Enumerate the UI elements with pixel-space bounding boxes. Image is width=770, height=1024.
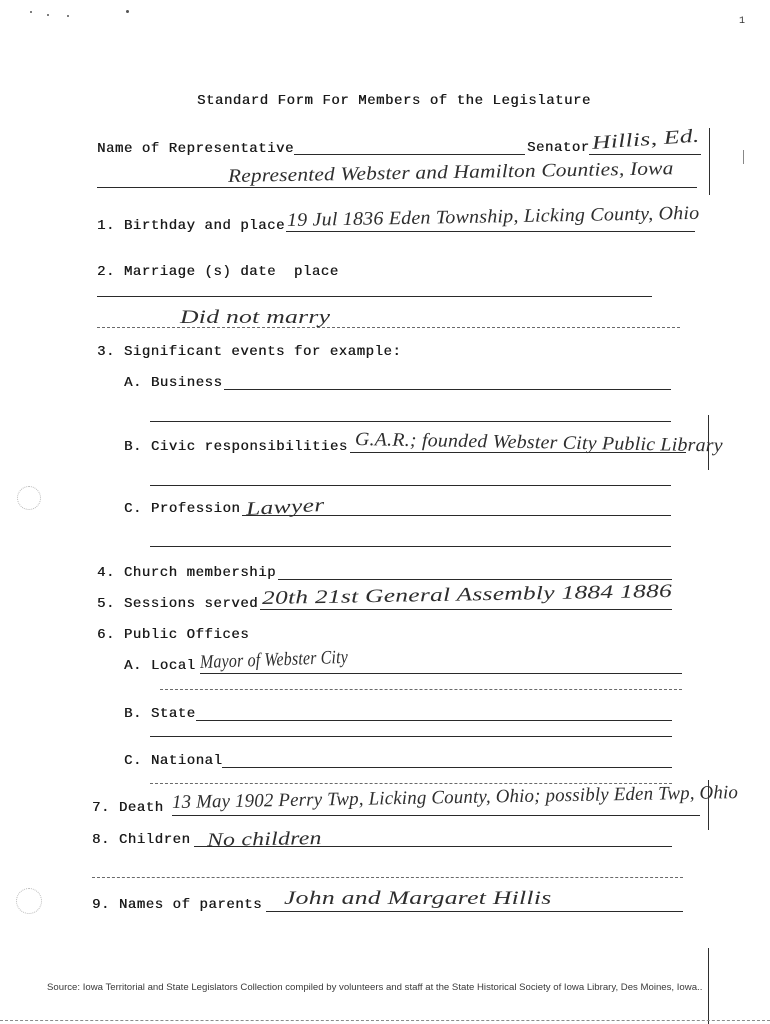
local-office-handwritten-box <box>200 645 349 676</box>
business-label: A. Business <box>124 375 223 391</box>
profession-handwritten-box <box>245 492 346 523</box>
district-handwritten: Represented Webster and Hamilton Counties, Iowa <box>227 158 674 187</box>
state-office-line-2 <box>150 736 672 737</box>
margin-mark <box>743 150 744 164</box>
children-label: 8. Children <box>92 832 191 848</box>
source-footer: Source: Iowa Territorial and State Legislators Collection compiled by volunteers and staff at the State Historical Society of Iowa Library, Des Moines, Iowa.. <box>47 982 703 993</box>
national-office-label: C. National <box>124 753 223 769</box>
state-office-label: B. State <box>124 706 196 722</box>
events-label: 3. Significant events for example: <box>97 344 402 360</box>
children-handwritten: No children <box>206 828 322 851</box>
parents-label: 9. Names of parents <box>92 897 263 913</box>
birthday-handwritten: 19 Jul 1836 Eden Township, Licking County, Ohio <box>286 202 700 231</box>
representative-line <box>294 154 525 155</box>
birthday-label: 1. Birthday and place <box>97 218 285 234</box>
profession-line-2 <box>150 546 671 547</box>
profession-label: C. Profession <box>124 501 241 517</box>
district-handwritten-box <box>228 156 673 190</box>
business-line-2 <box>150 421 671 422</box>
sessions-handwritten: 20th 21st General Assembly 1884 1886 <box>261 580 673 609</box>
profession-handwritten: Lawyer <box>245 494 325 520</box>
source-footer-box <box>47 977 735 991</box>
death-handwritten-box <box>172 780 738 816</box>
senator-name-handwritten-box <box>591 123 711 157</box>
form-title: Standard Form For Members of the Legislature <box>197 93 591 109</box>
death-line <box>172 815 700 816</box>
district-line <box>97 187 697 188</box>
offices-label: 6. Public Offices <box>97 627 250 643</box>
hole-punch-mark <box>17 486 41 510</box>
senator-label: Senator <box>527 140 590 156</box>
representative-label: Name of Representative <box>97 141 294 157</box>
civic-handwritten: G.A.R.; founded Webster City Public Library <box>354 429 723 457</box>
bottom-scan-edge <box>0 1020 770 1021</box>
marriage-handwritten: Did not marry <box>180 307 331 328</box>
children-line-2 <box>92 877 683 878</box>
state-office-line <box>196 720 672 721</box>
scan-speck <box>67 15 69 17</box>
scan-speck <box>30 11 32 13</box>
hole-punch-mark <box>16 888 42 914</box>
marriage-label: 2. Marriage (s) date place <box>97 264 339 280</box>
local-office-line-2 <box>160 689 682 690</box>
senator-name-handwritten: Hillis, Ed. <box>591 125 701 154</box>
birthday-handwritten-box <box>287 201 699 234</box>
death-handwritten: 13 May 1902 Perry Twp, Licking County, Ohio; possibly Eden Twp, Ohio <box>171 782 739 813</box>
business-line <box>224 389 671 390</box>
margin-line <box>708 780 709 830</box>
local-office-handwritten: Mayor of Webster City <box>199 646 349 673</box>
parents-handwritten-box <box>284 886 584 912</box>
civic-handwritten-box <box>355 427 723 459</box>
sessions-handwritten-box <box>262 579 672 612</box>
scan-speck <box>126 10 129 13</box>
children-handwritten-box <box>207 826 322 854</box>
local-office-label: A. Local <box>124 658 196 674</box>
scan-speck <box>47 14 49 16</box>
sessions-label: 5. Sessions served <box>97 596 259 612</box>
national-office-line <box>222 767 672 768</box>
margin-line <box>709 128 710 195</box>
civic-line-2 <box>150 485 671 486</box>
church-label: 4. Church membership <box>97 565 277 581</box>
marriage-line-1 <box>97 296 652 297</box>
parents-handwritten: John and Margaret Hillis <box>284 888 552 909</box>
marriage-line-2 <box>97 327 680 328</box>
page-number: 1 <box>739 16 746 27</box>
civic-label: B. Civic responsibilities <box>124 439 348 455</box>
margin-line <box>708 415 709 470</box>
death-label: 7. Death <box>92 800 164 816</box>
